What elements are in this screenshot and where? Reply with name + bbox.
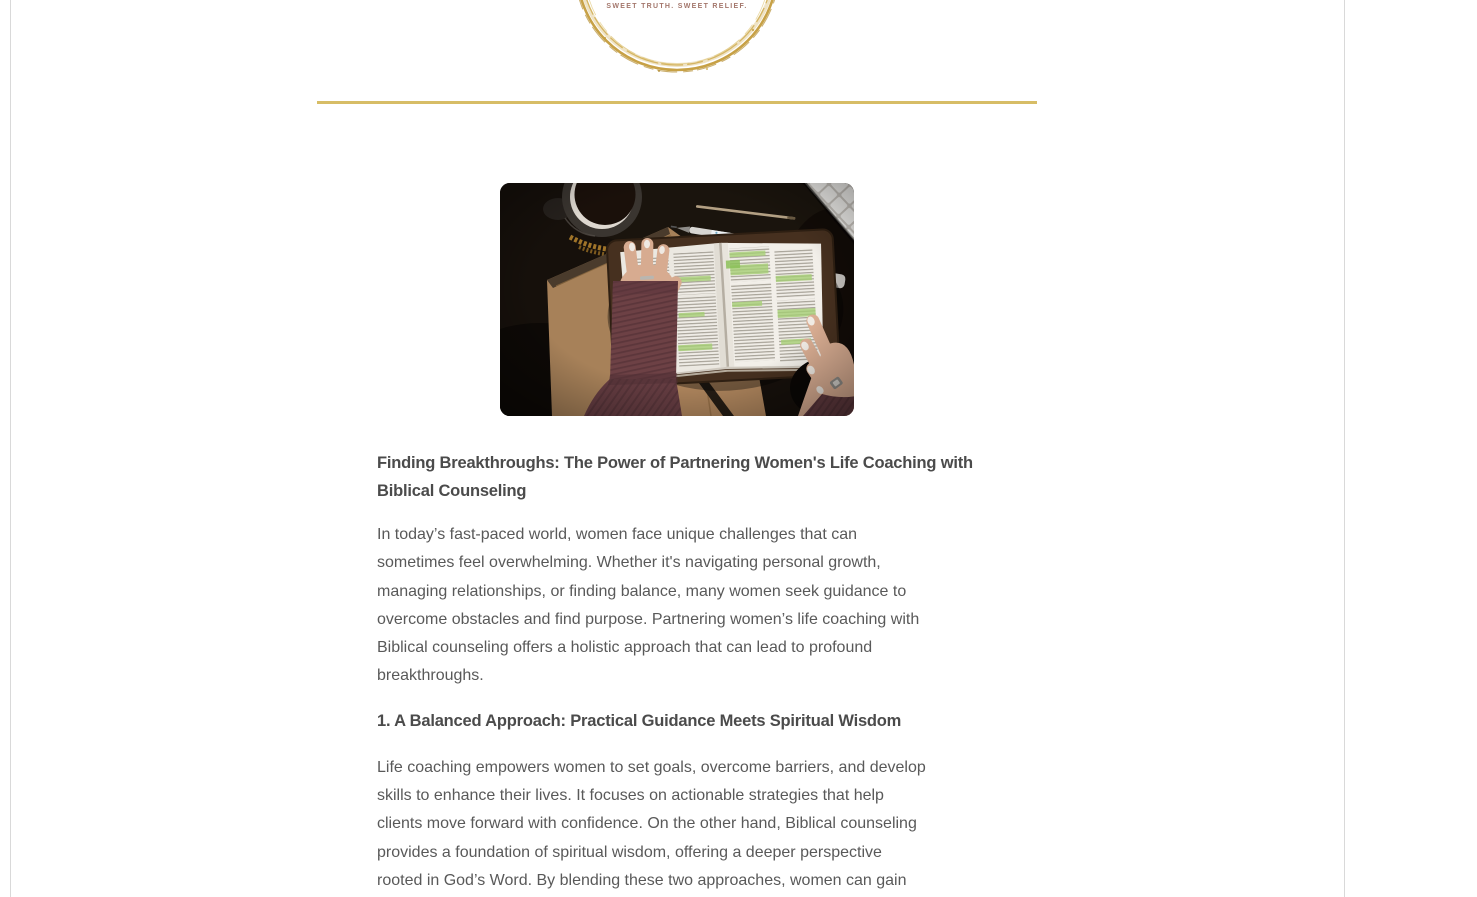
title-line: Finding Breakthroughs: The Power of Partnering Women's Life Coaching with: [377, 454, 973, 472]
title-line: Biblical Counseling: [377, 482, 527, 500]
paragraph-line: clients move forward with confidence. On the other hand, Biblical counseling: [377, 815, 917, 833]
article-photo: [500, 183, 854, 416]
paragraph-line: managing relationships, or finding balance, many women seek guidance to: [377, 582, 907, 600]
email-body-panel: [10, 0, 1344, 897]
paragraph-line: skills to enhance their lives. It focuses on actionable strategies that help: [377, 787, 884, 805]
section-1-paragraph: [377, 754, 977, 895]
article-title: [377, 449, 977, 505]
right-frame-line: [1344, 0, 1345, 897]
intro-paragraph: [377, 521, 977, 691]
logo-tagline: SWEET TRUTH. SWEET RELIEF.: [606, 3, 748, 10]
paragraph-line: breakthroughs.: [377, 667, 484, 685]
paragraph-line: rooted in God’s Word. By blending these two approaches, women can gain: [377, 871, 907, 889]
paragraph-line: provides a foundation of spiritual wisdom, offering a deeper perspective: [377, 843, 882, 861]
paragraph-line: overcome obstacles and find purpose. Partnering women’s life coaching with: [377, 610, 920, 628]
gold-divider: [317, 101, 1037, 104]
gold-brush-circle-icon: [567, 0, 787, 80]
logo: [10, 0, 1344, 80]
paragraph-line: In today’s fast-paced world, women face unique challenges that can: [377, 526, 857, 543]
paragraph-line: Biblical counseling offers a holistic approach that can lead to profound: [377, 639, 873, 657]
section-1-heading: 1. A Balanced Approach: Practical Guidance Meets Spiritual Wisdom: [377, 711, 902, 730]
paragraph-line: Life coaching empowers women to set goals, overcome barriers, and develop: [377, 758, 926, 776]
article-body: [377, 449, 977, 895]
paragraph-line: sometimes feel overwhelming. Whether it's navigating personal growth,: [377, 554, 881, 572]
